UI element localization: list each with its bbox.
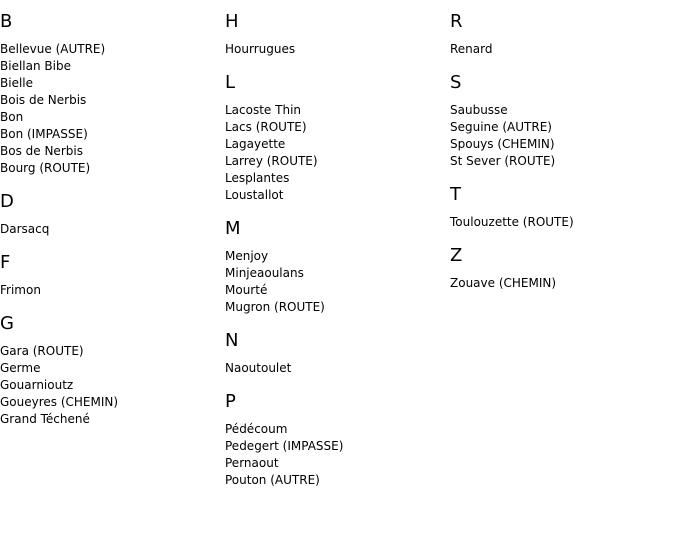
- letter-heading: L: [225, 72, 236, 93]
- letter-heading: R: [450, 11, 463, 32]
- letter-heading: H: [225, 11, 239, 32]
- letter-heading: G: [0, 313, 14, 334]
- letter-group-s: [450, 72, 675, 170]
- letter-heading: T: [450, 184, 461, 205]
- street-entry: Larrey (ROUTE): [225, 154, 318, 168]
- letter-heading: P: [225, 391, 236, 412]
- street-entry: Pouton (AUTRE): [225, 473, 320, 487]
- street-entry: Lagayette: [225, 137, 286, 151]
- street-entry: Bois de Nerbis: [0, 93, 87, 107]
- street-entry: Germe: [0, 361, 41, 375]
- letter-heading: M: [225, 218, 241, 239]
- street-list: [0, 41, 225, 177]
- street-entry: Mugron (ROUTE): [225, 300, 325, 314]
- letter-group-b: [0, 11, 225, 177]
- street-entry: Spouys (CHEMIN): [450, 137, 555, 151]
- street-entry: Biellan Bibe: [0, 59, 71, 73]
- letter-group-h: [225, 11, 450, 58]
- street-list: [450, 41, 675, 58]
- letter-heading: B: [0, 11, 13, 32]
- letter-group-t: [450, 184, 675, 231]
- street-entry: Bon: [0, 110, 24, 124]
- street-list: [450, 214, 675, 231]
- letter-heading: Z: [450, 245, 463, 266]
- street-list: [0, 282, 225, 299]
- street-list: [225, 421, 450, 489]
- street-entry: Mourté: [225, 283, 268, 297]
- index-column-2: [225, 0, 450, 503]
- letter-group-m: [225, 218, 450, 316]
- street-entry: Bon (IMPASSE): [0, 127, 88, 141]
- letter-heading: D: [0, 191, 14, 212]
- street-list: [225, 41, 450, 58]
- street-list: [225, 248, 450, 316]
- index-column-3: [450, 0, 675, 306]
- street-list: [225, 102, 450, 204]
- letter-group-g: [0, 313, 225, 428]
- letter-group-f: [0, 252, 225, 299]
- street-entry: Zouave (CHEMIN): [450, 276, 557, 290]
- street-entry: St Sever (ROUTE): [450, 154, 556, 168]
- street-entry: Pédécoum: [225, 422, 288, 436]
- letter-group-d: [0, 191, 225, 238]
- street-entry: Darsacq: [0, 222, 50, 236]
- letter-group-z: [450, 245, 675, 292]
- index-column-1: [0, 0, 225, 442]
- street-entry: Bourg (ROUTE): [0, 161, 91, 175]
- street-entry: Gara (ROUTE): [0, 344, 84, 358]
- street-entry: Menjoy: [225, 249, 269, 263]
- street-entry: Lacoste Thin: [225, 103, 302, 117]
- street-entry: Bos de Nerbis: [0, 144, 83, 158]
- street-entry: Toulouzette (ROUTE): [450, 215, 574, 229]
- street-entry: Loustallot: [225, 188, 284, 202]
- letter-group-n: [225, 330, 450, 377]
- street-entry: Bielle: [0, 76, 33, 90]
- street-entry: Renard: [450, 42, 493, 56]
- street-entry: Lacs (ROUTE): [225, 120, 307, 134]
- street-list: [0, 221, 225, 238]
- letter-heading: F: [0, 252, 11, 273]
- letter-group-r: [450, 11, 675, 58]
- letter-heading: S: [450, 72, 462, 93]
- street-entry: Lesplantes: [225, 171, 290, 185]
- street-list: [225, 360, 450, 377]
- letter-group-p: [225, 391, 450, 489]
- street-entry: Minjeaoulans: [225, 266, 304, 280]
- letter-group-l: [225, 72, 450, 204]
- street-list: [450, 275, 675, 292]
- street-entry: Saubusse: [450, 103, 508, 117]
- street-entry: Seguine (AUTRE): [450, 120, 552, 134]
- street-entry: Bellevue (AUTRE): [0, 42, 106, 56]
- street-entry: Grand Téchené: [0, 412, 90, 426]
- street-entry: Frimon: [0, 283, 41, 297]
- street-list: [0, 343, 225, 428]
- street-list: [450, 102, 675, 170]
- street-entry: Pernaout: [225, 456, 279, 470]
- street-entry: Hourrugues: [225, 42, 296, 56]
- street-entry: Gouarnioutz: [0, 378, 74, 392]
- street-entry: Pedegert (IMPASSE): [225, 439, 344, 453]
- letter-heading: N: [225, 330, 239, 351]
- street-entry: Naoutoulet: [225, 361, 292, 375]
- street-entry: Goueyres (CHEMIN): [0, 395, 119, 409]
